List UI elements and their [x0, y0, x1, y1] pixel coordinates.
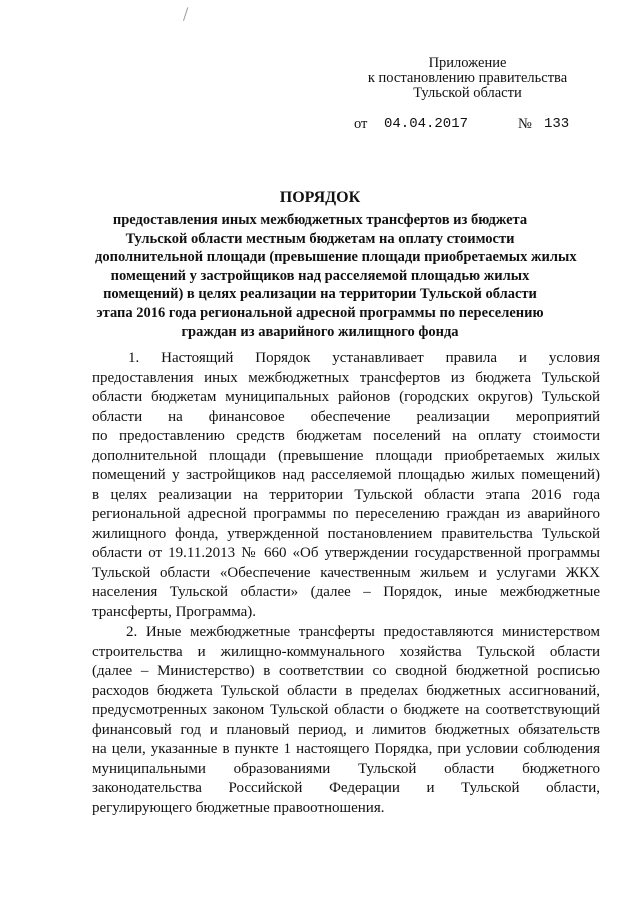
- paragraph-line: на цели, указанные в пункте 1 настоящего Порядка, при условии соблюдения: [92, 741, 600, 757]
- paragraph-line: трансферты, Программа).: [92, 603, 257, 620]
- document-title: ПОРЯДОК: [279, 189, 361, 206]
- paragraph-line: 2. Иные межбюджетные трансферты предоставляются министерством: [126, 624, 600, 640]
- document-subtitle: [95, 211, 577, 341]
- subtitle-line: дополнительной площади (превышение площади приобретаемых жилых: [95, 249, 577, 266]
- scan-mark: [183, 7, 194, 22]
- resolution-date: 04.04.2017: [384, 116, 469, 132]
- paragraph-line: по предоставлению средств бюджетам поселений на оплату стоимости: [92, 428, 600, 444]
- paragraph-line: финансовый год и плановый период, и лимитов бюджетных обязательств: [92, 721, 600, 738]
- number-label: №: [518, 116, 532, 132]
- paragraph-line: строительства и жилищно-коммунального хозяйства Тульской области: [92, 643, 600, 660]
- from-label: от: [354, 116, 368, 132]
- paragraph-line: муниципальными образованиями Тульской области бюджетного: [92, 760, 600, 777]
- paragraph-line: в целях реализации на территории Тульской области этапа 2016 года: [92, 486, 600, 503]
- paragraph-line: дополнительной площади (превышение площади приобретаемых жилых: [92, 447, 600, 464]
- paragraph-line: (далее – Министерство) в соответствии со сводной бюджетной росписью: [92, 663, 600, 679]
- paragraph-line: населения Тульской области» (далее – Порядок, иные межбюджетные: [92, 584, 600, 600]
- paragraph-line: области от 19.11.2013 № 660 «Об утверждении государственной программы: [92, 545, 600, 561]
- paragraph-line: жилищного фонда, утвержденной постановлением правительства Тульской: [92, 525, 600, 542]
- paragraph-line: области на финансовое обеспечение реализации мероприятий: [92, 408, 600, 425]
- subtitle-line: этапа 2016 года региональной адресной программы по переселению: [96, 304, 544, 321]
- paragraph-line: региональной адресной программы по переселению граждан из аварийного: [92, 506, 600, 522]
- subtitle-line: помещений у застройщиков над расселяемой площадью жилых: [110, 267, 530, 284]
- subtitle-line: Тульской области местным бюджетам на оплату стоимости: [125, 230, 515, 247]
- paragraph-line: законодательства Российской Федерации и Тульской области,: [92, 780, 600, 796]
- subtitle-line: предоставления иных межбюджетных трансфертов из бюджета: [112, 212, 528, 228]
- paragraph-line: области бюджетам муниципальных районов (городских округов) Тульской: [92, 389, 600, 405]
- appendix-line: к постановлению правительства: [367, 70, 568, 86]
- resolution-number: 133: [544, 116, 570, 132]
- subtitle-line: граждан из аварийного жилищного фонда: [181, 323, 459, 340]
- paragraph-line: предоставления иных межбюджетных трансфертов из бюджета Тульской: [92, 369, 600, 386]
- appendix-line: Тульской области: [413, 85, 522, 101]
- appendix-header: [360, 56, 575, 101]
- paragraph-1: [92, 349, 600, 622]
- paragraph-2: [92, 623, 600, 818]
- paragraph-line: Тульской области «Обеспечение качественным жильем и услугами ЖКХ: [92, 564, 600, 581]
- subtitle-line: помещений) в целях реализации на территории Тульской области: [103, 286, 537, 303]
- paragraph-line: регулирующего бюджетные правоотношения.: [92, 799, 385, 816]
- paragraph-line: помещений у застройщиков над расселяемой площадью жилых помещений): [92, 467, 600, 483]
- appendix-line: Приложение: [428, 55, 507, 71]
- paragraph-line: расходов бюджета Тульской области в пределах бюджетных ассигнований,: [92, 682, 600, 699]
- paragraph-line: 1. Настоящий Порядок устанавливает правила и условия: [128, 350, 600, 366]
- paragraph-line: предусмотренных законом Тульской области о бюджете на соответствующий: [92, 702, 600, 718]
- document-body: [92, 349, 600, 818]
